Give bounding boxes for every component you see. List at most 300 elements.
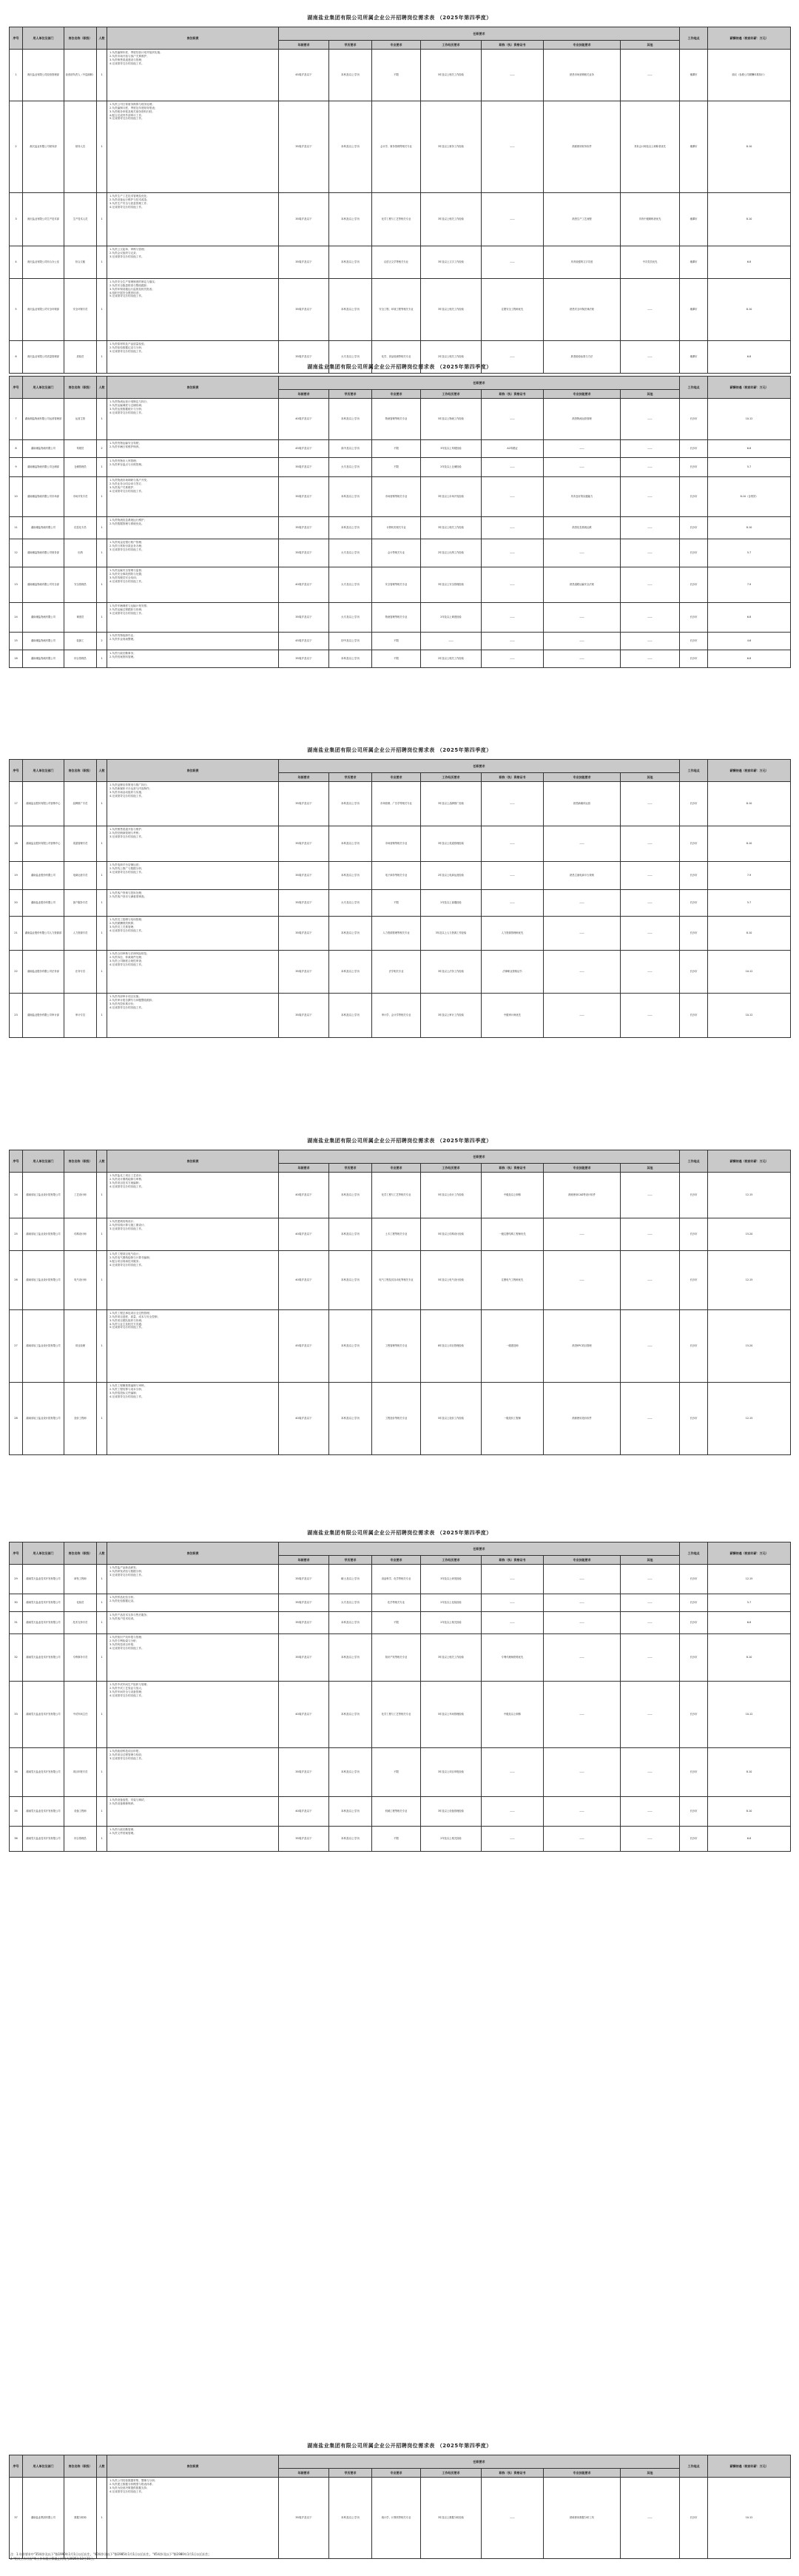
edu-cell: 本科及以上学历 [329,917,372,951]
unit-header: 用人单位及部门 [23,27,64,50]
position-cell: 化验员 [64,1594,97,1612]
table-row [10,2478,791,2559]
seq-header: 序号 [10,1542,23,1565]
salary-cell: 10-12 [708,399,791,440]
duty-cell: 1.负责盐产品新品研发； 2.负责研发试验与数据分析； 3.完成领导交办的其他工作。 [107,1565,279,1594]
position-cell: 技术支持专员 [64,1612,97,1634]
skills-cell: 熟悉信息系统运维 [544,517,621,539]
other-cell: —— [621,50,680,101]
age-cell: 35周岁及以下 [279,650,329,668]
count-cell: 1 [97,458,107,477]
title-cert-cell: 注册电气工程师优先 [482,1251,544,1310]
skills-cell: 熟悉主流电商平台规则 [544,862,621,890]
header-row [10,760,791,773]
title-cert-header: 职称（执）资格证书 [482,41,544,50]
title-cert-cell: 一级造价工程师 [482,1383,544,1455]
table-page [9,2437,790,2559]
duty-cell: 1.负责物流运营计划制定与执行； 2.负责运输调度与仓储协调； 3.负责运营数据统计与分析； 4.完成领导交办的其他工作。 [107,399,279,440]
duty-cell: 1.负责样品化验分析； 2.负责化验数据记录。 [107,1594,279,1612]
unit-cell: 湘天盐业有限公司综合办公室 [23,246,64,279]
age-cell: 40周岁及以下 [279,1682,329,1748]
requirements-group-header: 任职要求 [279,377,680,390]
major-cell: 电气工程及其自动化等相关专业 [372,1251,421,1310]
table-row [10,650,791,668]
skills-cell: 熟悉检验标准与方法 [544,341,621,374]
duty-cell: 1.负责政府科技项目申报； 2.负责项目过程管理与验收； 3.完成领导交办的其他工作。 [107,1748,279,1797]
position-cell: 项目申报专员 [64,1748,97,1797]
location-cell: 长沙市 [680,539,708,567]
location-cell: 长沙市 [680,1383,708,1455]
count-cell: 1 [97,917,107,951]
title-cert-cell: —— [482,341,544,374]
table-row [10,603,791,633]
skills-cell: —— [544,539,621,567]
major-cell: 会计等相关专业 [372,539,421,567]
skills-cell: 熟练使用CAD等设计软件 [544,1173,621,1218]
table-row [10,539,791,567]
other-cell: —— [621,1594,680,1612]
other-cell: —— [621,1748,680,1797]
unit-cell: 湖南盐业股份有限公司营销中心 [23,782,64,826]
table-row [10,1634,791,1682]
work-exp-cell: 3年及以上研发经验 [421,1565,482,1594]
major-cell: 不限 [372,1748,421,1797]
unit-cell: 湖南省轻工盐业设计院有限公司 [23,1218,64,1251]
seq-cell: 7 [10,399,23,440]
location-cell: 长沙市 [680,1565,708,1594]
edu-cell: 大专及以上学历 [329,539,372,567]
unit-cell: 湖南湘盐物流有限公司财务部 [23,539,64,567]
salary-cell: 8-10（含绩效） [708,477,791,517]
seq-cell: 10 [10,477,23,517]
work-exp-cell: 3年及以上法务工作经验 [421,951,482,994]
salary-header: 薪酬待遇（税前年薪：万元） [708,760,791,782]
table-row [10,1218,791,1251]
major-header: 专业要求 [372,773,421,782]
skills-cell: 具有较强的文字功底 [544,246,621,279]
position-cell: 生产技术人员 [64,193,97,246]
work-exp-cell: 5年及以上车间管理经验 [421,1682,482,1748]
skills-cell: 熟悉物流运营管理 [544,399,621,440]
skills-cell: 熟练使用数据分析工具 [544,2478,621,2559]
other-header: 其他 [621,773,680,782]
major-cell: 物流管理等相关专业 [372,603,421,633]
table-row [10,517,791,539]
edu-cell: 大专及以上学历 [329,567,372,603]
skills-cell: —— [544,951,621,994]
duty-cell: 1.负责销售渠道开拓与维护； 2.负责经销商管理与考核； 3.完成领导交办的其他工作。 [107,826,279,862]
seq-cell: 16 [10,650,23,668]
salary-cell: 8-10 [708,826,791,862]
skills-header: 专业技能要求 [544,1556,621,1565]
work-exp-cell: 3年及以上文字工作经验 [421,246,482,279]
duty-cell: 1.负责知识产权申报与管理； 2.负责专利检索与分析； 3.负责科技项目申报； 4.完成领导交办的其他工作。 [107,1634,279,1682]
location-cell: 长沙市 [680,1682,708,1748]
table-row [10,951,791,994]
unit-cell: 湖南湘盐物流有限公司 [23,633,64,650]
major-cell: 市场营销、广告学等相关专业 [372,782,421,826]
work-exp-cell: 3年及以上设备管理经验 [421,1797,482,1827]
age-cell: 35周岁及以下 [279,279,329,341]
position-cell: 驾驶员 [64,440,97,458]
location-cell: 长沙市 [680,951,708,994]
edu-cell: 本科及以上学历 [329,826,372,862]
edu-header: 学历要求 [329,1164,372,1173]
major-cell: 化学、食品检测等相关专业 [372,341,421,374]
major-cell: 会计学、财务管理等相关专业 [372,101,421,193]
edu-header: 学历要求 [329,2469,372,2478]
count-cell: 1 [97,1682,107,1748]
salary-cell: 4-6 [708,633,791,650]
count-cell: 1 [97,951,107,994]
skills-cell: —— [544,1634,621,1682]
salary-cell: 8-10 [708,1634,791,1682]
title-cert-cell: —— [482,890,544,917]
header-row [10,1542,791,1556]
duty-cell: 1.负责品牌宣传策划与推广执行； 2.负责新媒体平台运营与内容制作； 3.负责市场活动组织与实施； 4.完成领导交办的其他工作。 [107,782,279,826]
count-cell: 1 [97,782,107,826]
major-cell: 不限 [372,1612,421,1634]
location-cell: 长沙市 [680,994,708,1038]
skills-cell: 熟悉安全环保法律法规 [544,279,621,341]
other-cell: —— [621,1634,680,1682]
edu-cell: 硕士及以上学历 [329,1565,372,1594]
location-header: 工作地点 [680,1150,708,1173]
count-header: 人数 [97,377,107,399]
skills-cell: —— [544,1612,621,1634]
skills-cell: 熟悉生产工艺流程 [544,193,621,246]
other-cell: —— [621,1218,680,1251]
salary-cell: 8-10 [708,1748,791,1797]
edu-cell: 本科及以上学历 [329,862,372,890]
table-row [10,917,791,951]
unit-cell: 湖南省轻工盐业设计院有限公司 [23,1310,64,1383]
position-header: 岗位名称（职级） [64,760,97,782]
title-cert-cell: —— [482,633,544,650]
location-cell: 长沙市 [680,2478,708,2559]
age-cell: 35周岁及以下 [279,994,329,1038]
work-exp-cell: 3年及以上相关工作经验 [421,517,482,539]
seq-cell: 8 [10,440,23,458]
title-cert-cell: —— [482,399,544,440]
salary-cell: 面议（参照公司薪酬体系执行） [708,50,791,101]
edu-cell: 大专及以上学历 [329,341,372,374]
count-header: 人数 [97,760,107,782]
position-cell: 人力资源专员 [64,917,97,951]
title-cert-cell: —— [482,477,544,517]
skills-cell: —— [544,890,621,917]
location-cell: 长沙市 [680,1797,708,1827]
requirements-group-header: 任职要求 [279,2455,680,2469]
requirements-group-header: 任职要求 [279,27,680,41]
work-exp-cell: 8年及以上项目管理经验 [421,1310,482,1383]
duty-cell: 1.负责物流信息系统运行维护； 2.负责数据管理与系统优化。 [107,517,279,539]
skills-header: 专业技能要求 [544,41,621,50]
other-cell: —— [621,826,680,862]
position-header: 岗位名称（职级） [64,1150,97,1173]
skills-header: 专业技能要求 [544,1164,621,1173]
location-cell: 长沙市 [680,890,708,917]
work-exp-cell: 2年及以上客服经验 [421,890,482,917]
page-title: 湖南盐业集团有限公司所属企业公开招聘岗位需求表 （2025年第四季度） [307,364,492,370]
other-header: 其他 [621,1556,680,1565]
table-row [10,1251,791,1310]
count-cell: 1 [97,50,107,101]
location-cell: 长沙市 [680,633,708,650]
work-exp-header: 工作经历要求 [421,2469,482,2478]
major-cell: 物流管理等相关专业 [372,399,421,440]
work-exp-cell: 2年及以上化验经验 [421,1594,482,1612]
age-header: 年龄要求 [279,41,329,50]
count-cell: 1 [97,279,107,341]
major-cell: 电子商务等相关专业 [372,862,421,890]
location-cell: 长沙市 [680,862,708,890]
skills-cell: —— [544,650,621,668]
age-cell: 35周岁及以下 [279,458,329,477]
major-header: 专业要求 [372,390,421,399]
unit-cell: 湖南雪天盐业技术开发有限公司 [23,1682,64,1748]
footnotes [9,2552,790,2561]
duty-cell: 1.负责原材料及产品质量检验； 2.负责检验数据记录与分析； 3.完成领导交办的其他工作。 [107,341,279,374]
location-header: 工作地点 [680,1542,708,1565]
location-cell: 长沙市 [680,517,708,539]
other-cell: —— [621,1310,680,1383]
salary-cell: 12-15 [708,1565,791,1594]
work-exp-cell: 3年及以上驾驶经验 [421,440,482,458]
requirements-group-header: 任职要求 [279,760,680,773]
position-cell: 造价工程师 [64,1383,97,1455]
requirements-group-header: 任职要求 [279,1542,680,1556]
position-cell: 信息化专员 [64,517,97,539]
location-cell: 长沙市 [680,440,708,458]
other-cell: 具有中级职称者优先 [621,193,680,246]
unit-cell: 湖南雪天盐业技术开发有限公司 [23,1827,64,1852]
table-row [10,193,791,246]
work-exp-cell: 2年及以上相关工作经验 [421,650,482,668]
seq-cell: 23 [10,994,23,1038]
major-cell: 化学等相关专业 [372,1594,421,1612]
skills-cell: —— [544,917,621,951]
count-cell: 2 [97,633,107,650]
count-cell: 1 [97,1310,107,1383]
position-header: 岗位名称（职级） [64,27,97,50]
other-cell: —— [621,862,680,890]
duty-cell: 1.负责现金及银行账户管理； 2.负责日常收付款业务办理； 3.完成领导交办的其他工作。 [107,539,279,567]
age-cell: 35周岁及以下 [279,1612,329,1634]
position-cell: 调度员 [64,603,97,633]
salary-cell: 8-10 [708,517,791,539]
title-cert-cell: 注册安全工程师优先 [482,279,544,341]
skills-cell: —— [544,1748,621,1797]
title-cert-cell: —— [482,458,544,477]
duty-cell: 1.负责盐化工项目工艺设计； 2.负责设计图纸绘制与审核； 3.负责项目技术方案编制； 4.完成领导交办的其他工作。 [107,1173,279,1218]
skills-cell: —— [544,1797,621,1827]
table-row [10,1682,791,1748]
work-exp-cell: 5年及以上结构设计经验 [421,1218,482,1251]
title-cert-header: 职称（执）资格证书 [482,1164,544,1173]
work-exp-cell: 3年及以上数据分析经验 [421,2478,482,2559]
unit-cell: 湖南盐业股份有限公司 [23,890,64,917]
table-row [10,246,791,279]
salary-cell: 12-15 [708,1173,791,1218]
other-cell: 中共党员优先 [621,246,680,279]
edu-cell: 初中及以上学历 [329,633,372,650]
count-cell: 1 [97,862,107,890]
age-header: 年龄要求 [279,2469,329,2478]
unit-header: 用人单位及部门 [23,1542,64,1565]
position-cell: 结构设计师 [64,1218,97,1251]
work-exp-cell: 3年及以上财务工作经验 [421,101,482,193]
major-cell: 不限 [372,650,421,668]
skills-cell: —— [544,826,621,862]
table-row [10,279,791,341]
edu-cell: 本科及以上学历 [329,246,372,279]
salary-cell: 6-8 [708,650,791,668]
count-header: 人数 [97,27,107,50]
edu-cell: 本科及以上学历 [329,2478,372,2559]
count-cell: 1 [97,193,107,246]
title-cert-cell: —— [482,862,544,890]
duty-cell: 1.负责设备选型、安装与调试； 2.负责设备维修保养。 [107,1797,279,1827]
title-cert-cell: —— [482,1612,544,1634]
unit-cell: 湘天盐业有限公司经营管理部 [23,50,64,101]
work-exp-cell: 2年及以上调度经验 [421,603,482,633]
work-exp-cell: 3年及以上品牌推广经验 [421,782,482,826]
duty-cell: 1.负责运输安全管理与监督； 2.负责安全事故预防与处置； 3.负责驾驶员安全培训； 4.完成领导交办的其他工作。 [107,567,279,603]
major-cell: 机械工程等相关专业 [372,1797,421,1827]
work-exp-cell: 3年及以上安全管理经验 [421,567,482,603]
title-cert-cell: 中级及以上职称 [482,1173,544,1218]
other-cell: —— [621,399,680,440]
duty-cell: 1.负责电商平台店铺运营； 2.负责线上推广与数据分析； 3.完成领导交办的其他工作。 [107,862,279,890]
major-cell: 统计学、计算机等相关专业 [372,2478,421,2559]
major-header: 专业要求 [372,41,421,50]
unit-cell: 湘天盐业有限公司生产技术部 [23,193,64,246]
edu-cell: 本科及以上学历 [329,1251,372,1310]
skills-cell: 熟悉新媒体运营 [544,782,621,826]
location-cell: 长沙市 [680,1251,708,1310]
age-cell: 35周岁及以下 [279,539,329,567]
salary-cell: 8-10 [708,1797,791,1827]
salary-cell: 8-10 [708,782,791,826]
unit-cell: 湖南湘盐物流有限公司运营管理部 [23,399,64,440]
position-header: 岗位名称（职级） [64,1542,97,1565]
work-exp-cell: 2年及以上仓储经验 [421,458,482,477]
age-cell: 40周岁及以下 [279,399,329,440]
seq-cell: 2 [10,101,23,193]
edu-cell: 本科及以上学历 [329,517,372,539]
count-cell: 1 [97,2478,107,2559]
major-cell: 法学相关专业 [372,951,421,994]
table-row [10,399,791,440]
count-cell: 1 [97,246,107,279]
seq-cell: 14 [10,603,23,633]
title-cert-header: 职称（执）资格证书 [482,390,544,399]
work-exp-cell: 3年及以上相关工作经验 [421,1634,482,1682]
count-cell: 1 [97,603,107,633]
major-cell: 不限 [372,440,421,458]
edu-header: 学历要求 [329,1556,372,1565]
table-row [10,567,791,603]
title-cert-cell: —— [482,2478,544,2559]
table-page [9,1524,790,1852]
position-cell: 市场开发专员 [64,477,97,517]
location-header: 工作地点 [680,760,708,782]
title-cert-cell: —— [482,603,544,633]
position-cell: 综合管理员 [64,1827,97,1852]
seq-cell: 27 [10,1310,23,1383]
count-header: 人数 [97,1150,107,1173]
unit-header: 用人单位及部门 [23,2455,64,2478]
unit-cell: 湖南湘盐物流有限公司市场部 [23,477,64,517]
table-row [10,477,791,517]
location-cell: 湘潭市 [680,193,708,246]
duty-cell: 1.负责安全生产管理制度的制定与落实； 2.负责安全隐患排查与整改跟踪； 3.负责环保设施运行监督及相关报表； 4.组织开展安全教育培训； 5.完成领导交办的其他工作。 [107,279,279,341]
salary-cell: 8-10 [708,193,791,246]
position-header: 岗位名称（职级） [64,377,97,399]
edu-cell: 大专及以上学历 [329,890,372,917]
location-cell: 长沙市 [680,399,708,440]
position-cell: 财务人员 [64,101,97,193]
major-header: 专业要求 [372,1164,421,1173]
work-exp-header: 工作经历要求 [421,41,482,50]
title-cert-cell: —— [482,1827,544,1852]
position-cell: 综合文秘 [64,246,97,279]
other-header: 其他 [621,2469,680,2478]
seq-header: 序号 [10,760,23,782]
other-cell: —— [621,517,680,539]
major-cell: 计算机类相关专业 [372,517,421,539]
count-cell: 1 [97,994,107,1038]
age-header: 年龄要求 [279,1164,329,1173]
seq-header: 序号 [10,27,23,50]
duty-cell: 1.负责物流市场调研与客户开发； 2.负责业务合同洽谈与签订； 3.负责客户关系维护； 4.完成领导交办的其他工作。 [107,477,279,517]
salary-header: 薪酬待遇（税前年薪：万元） [708,2455,791,2478]
recruitment-table [9,1150,791,1455]
header-row [10,2455,791,2469]
table-row [10,101,791,193]
other-cell: —— [621,567,680,603]
table-page [9,9,790,374]
major-cell: 人力资源管理等相关专业 [372,917,421,951]
unit-cell: 湖南雪天盐业技术开发有限公司 [23,1797,64,1827]
table-row [10,1173,791,1218]
other-cell: —— [621,1383,680,1455]
edu-cell: 本科及以上学历 [329,477,372,517]
duty-cell: 1.负责建筑结构设计； 2.负责结构计算与施工图设计； 3.完成领导交办的其他工作。 [107,1218,279,1251]
table-row [10,440,791,458]
count-cell: 1 [97,890,107,917]
table-row [10,782,791,826]
seq-cell: 22 [10,951,23,994]
unit-cell: 湖南盐业股份有限公司人力资源部 [23,917,64,951]
count-cell: 1 [97,1173,107,1218]
work-exp-cell: 2年及以上出纳工作经验 [421,539,482,567]
count-cell: 2 [97,440,107,458]
table-row [10,1310,791,1383]
salary-cell: 5-7 [708,539,791,567]
unit-header: 用人单位及部门 [23,760,64,782]
major-cell: 工程造价等相关专业 [372,1383,421,1455]
age-cell: 35周岁及以下 [279,782,329,826]
duty-cell: 1.负责货物运输安全驾驶； 2.负责车辆日常维护保养。 [107,440,279,458]
seq-header: 序号 [10,377,23,399]
skills-cell: 熟悉市场营销相关业务 [544,50,621,101]
other-cell: —— [621,279,680,341]
major-cell: 化学工程与工艺等相关专业 [372,193,421,246]
location-header: 工作地点 [680,27,708,50]
count-cell: 1 [97,1748,107,1797]
